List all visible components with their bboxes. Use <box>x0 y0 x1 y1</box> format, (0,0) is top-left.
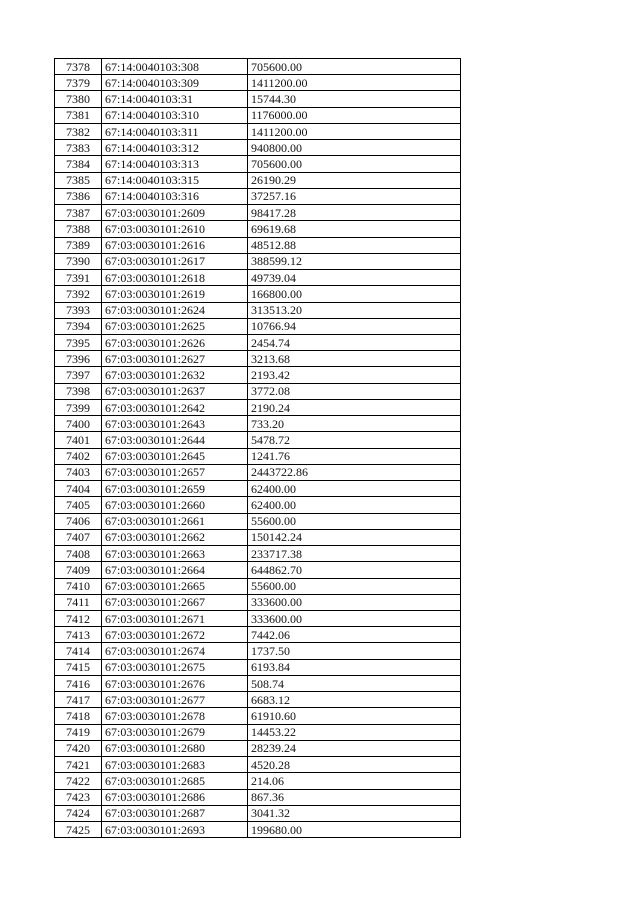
row-number-cell: 7419 <box>55 724 102 740</box>
row-number-cell: 7378 <box>55 59 102 75</box>
value-cell: 705600.00 <box>248 59 461 75</box>
row-number-cell: 7387 <box>55 205 102 221</box>
value-cell: 644862.70 <box>248 562 461 578</box>
value-cell: 69619.68 <box>248 221 461 237</box>
value-cell: 1737.50 <box>248 643 461 659</box>
cadastral-number-cell: 67:03:0030101:2662 <box>102 529 248 545</box>
table-row <box>55 75 461 91</box>
cadastral-number-cell: 67:03:0030101:2626 <box>102 334 248 350</box>
value-cell: 6193.84 <box>248 659 461 675</box>
table-row <box>55 805 461 821</box>
row-number-cell: 7404 <box>55 481 102 497</box>
table-row <box>55 448 461 464</box>
cadastral-number-cell: 67:03:0030101:2664 <box>102 562 248 578</box>
row-number-cell: 7395 <box>55 334 102 350</box>
table-row <box>55 318 461 334</box>
table-row <box>55 789 461 805</box>
value-cell: 55600.00 <box>248 513 461 529</box>
table-row <box>55 286 461 302</box>
table-row <box>55 627 461 643</box>
row-number-cell: 7425 <box>55 822 102 838</box>
row-number-cell: 7407 <box>55 529 102 545</box>
cadastral-number-cell: 67:03:0030101:2674 <box>102 643 248 659</box>
row-number-cell: 7382 <box>55 123 102 139</box>
value-cell: 7442.06 <box>248 627 461 643</box>
table-row <box>55 140 461 156</box>
value-cell: 62400.00 <box>248 497 461 513</box>
table-row <box>55 773 461 789</box>
table-row <box>55 513 461 529</box>
table-row <box>55 351 461 367</box>
row-number-cell: 7379 <box>55 75 102 91</box>
cadastral-number-cell: 67:03:0030101:2637 <box>102 383 248 399</box>
row-number-cell: 7390 <box>55 253 102 269</box>
table-row <box>55 91 461 107</box>
row-number-cell: 7386 <box>55 188 102 204</box>
value-cell: 3772.08 <box>248 383 461 399</box>
cadastral-number-cell: 67:14:0040103:309 <box>102 75 248 91</box>
table-row <box>55 610 461 626</box>
value-cell: 26190.29 <box>248 172 461 188</box>
value-cell: 1411200.00 <box>248 123 461 139</box>
cadastral-number-cell: 67:03:0030101:2686 <box>102 789 248 805</box>
value-cell: 28239.24 <box>248 740 461 756</box>
row-number-cell: 7415 <box>55 659 102 675</box>
cadastral-number-cell: 67:03:0030101:2643 <box>102 416 248 432</box>
cadastral-number-cell: 67:03:0030101:2642 <box>102 399 248 415</box>
table-row <box>55 416 461 432</box>
cadastral-number-cell: 67:03:0030101:2675 <box>102 659 248 675</box>
table-row <box>55 205 461 221</box>
value-cell: 1411200.00 <box>248 75 461 91</box>
row-number-cell: 7384 <box>55 156 102 172</box>
row-number-cell: 7388 <box>55 221 102 237</box>
table-row <box>55 156 461 172</box>
row-number-cell: 7381 <box>55 107 102 123</box>
row-number-cell: 7385 <box>55 172 102 188</box>
cadastral-number-cell: 67:14:0040103:308 <box>102 59 248 75</box>
row-number-cell: 7394 <box>55 318 102 334</box>
cadastral-number-cell: 67:03:0030101:2671 <box>102 610 248 626</box>
value-cell: 37257.16 <box>248 188 461 204</box>
table-row <box>55 529 461 545</box>
value-cell: 6683.12 <box>248 692 461 708</box>
value-cell: 4520.28 <box>248 757 461 773</box>
row-number-cell: 7424 <box>55 805 102 821</box>
cadastral-number-cell: 67:03:0030101:2627 <box>102 351 248 367</box>
value-cell: 705600.00 <box>248 156 461 172</box>
table-row <box>55 740 461 756</box>
value-cell: 166800.00 <box>248 286 461 302</box>
table-row <box>55 399 461 415</box>
value-cell: 233717.38 <box>248 546 461 562</box>
row-number-cell: 7391 <box>55 270 102 286</box>
cadastral-number-cell: 67:03:0030101:2678 <box>102 708 248 724</box>
value-cell: 867.36 <box>248 789 461 805</box>
table-row <box>55 334 461 350</box>
value-cell: 55600.00 <box>248 578 461 594</box>
table-row <box>55 107 461 123</box>
table-row <box>55 692 461 708</box>
row-number-cell: 7417 <box>55 692 102 708</box>
cadastral-number-cell: 67:03:0030101:2663 <box>102 546 248 562</box>
cadastral-number-cell: 67:03:0030101:2609 <box>102 205 248 221</box>
table-row <box>55 643 461 659</box>
cadastral-number-cell: 67:03:0030101:2680 <box>102 740 248 756</box>
table-row <box>55 253 461 269</box>
table-row <box>55 464 461 480</box>
table-row <box>55 822 461 838</box>
value-cell: 940800.00 <box>248 140 461 156</box>
cadastral-number-cell: 67:03:0030101:2677 <box>102 692 248 708</box>
value-cell: 62400.00 <box>248 481 461 497</box>
table-body <box>55 59 461 838</box>
row-number-cell: 7383 <box>55 140 102 156</box>
value-cell: 150142.24 <box>248 529 461 545</box>
cadastral-number-cell: 67:03:0030101:2660 <box>102 497 248 513</box>
value-cell: 508.74 <box>248 675 461 691</box>
row-number-cell: 7423 <box>55 789 102 805</box>
value-cell: 10766.94 <box>248 318 461 334</box>
table-row <box>55 172 461 188</box>
value-cell: 61910.60 <box>248 708 461 724</box>
row-number-cell: 7413 <box>55 627 102 643</box>
value-cell: 1176000.00 <box>248 107 461 123</box>
table-row <box>55 237 461 253</box>
cadastral-number-cell: 67:03:0030101:2665 <box>102 578 248 594</box>
cadastral-number-cell: 67:03:0030101:2672 <box>102 627 248 643</box>
value-cell: 313513.20 <box>248 302 461 318</box>
row-number-cell: 7408 <box>55 546 102 562</box>
value-cell: 333600.00 <box>248 610 461 626</box>
cadastral-number-cell: 67:03:0030101:2685 <box>102 773 248 789</box>
row-number-cell: 7393 <box>55 302 102 318</box>
cadastral-number-cell: 67:03:0030101:2617 <box>102 253 248 269</box>
row-number-cell: 7421 <box>55 757 102 773</box>
row-number-cell: 7380 <box>55 91 102 107</box>
cadastral-number-cell: 67:03:0030101:2632 <box>102 367 248 383</box>
table-row <box>55 270 461 286</box>
cadastral-number-cell: 67:03:0030101:2619 <box>102 286 248 302</box>
cadastral-number-cell: 67:14:0040103:311 <box>102 123 248 139</box>
row-number-cell: 7418 <box>55 708 102 724</box>
value-cell: 2454.74 <box>248 334 461 350</box>
table-row <box>55 367 461 383</box>
row-number-cell: 7406 <box>55 513 102 529</box>
value-cell: 49739.04 <box>248 270 461 286</box>
cadastral-number-cell: 67:03:0030101:2679 <box>102 724 248 740</box>
table-row <box>55 659 461 675</box>
table-row <box>55 383 461 399</box>
row-number-cell: 7420 <box>55 740 102 756</box>
value-cell: 333600.00 <box>248 594 461 610</box>
cadastral-number-cell: 67:03:0030101:2659 <box>102 481 248 497</box>
row-number-cell: 7422 <box>55 773 102 789</box>
row-number-cell: 7402 <box>55 448 102 464</box>
cadastral-number-cell: 67:14:0040103:313 <box>102 156 248 172</box>
cadastral-number-cell: 67:14:0040103:310 <box>102 107 248 123</box>
row-number-cell: 7412 <box>55 610 102 626</box>
cadastral-number-cell: 67:03:0030101:2610 <box>102 221 248 237</box>
cadastral-number-cell: 67:03:0030101:2661 <box>102 513 248 529</box>
cadastral-number-cell: 67:03:0030101:2667 <box>102 594 248 610</box>
table-row <box>55 497 461 513</box>
value-cell: 15744.30 <box>248 91 461 107</box>
cadastral-number-cell: 67:14:0040103:31 <box>102 91 248 107</box>
value-cell: 2193.42 <box>248 367 461 383</box>
row-number-cell: 7403 <box>55 464 102 480</box>
row-number-cell: 7389 <box>55 237 102 253</box>
cadastral-number-cell: 67:03:0030101:2683 <box>102 757 248 773</box>
cadastral-number-cell: 67:03:0030101:2624 <box>102 302 248 318</box>
table-row <box>55 578 461 594</box>
value-cell: 2443722.86 <box>248 464 461 480</box>
table-row <box>55 432 461 448</box>
cadastral-number-cell: 67:03:0030101:2657 <box>102 464 248 480</box>
table-row <box>55 123 461 139</box>
cadastral-number-cell: 67:14:0040103:315 <box>102 172 248 188</box>
row-number-cell: 7392 <box>55 286 102 302</box>
cadastral-number-cell: 67:03:0030101:2676 <box>102 675 248 691</box>
value-cell: 733.20 <box>248 416 461 432</box>
table-row <box>55 724 461 740</box>
row-number-cell: 7410 <box>55 578 102 594</box>
cadastral-number-cell: 67:03:0030101:2618 <box>102 270 248 286</box>
table-row <box>55 188 461 204</box>
value-cell: 3213.68 <box>248 351 461 367</box>
cadastral-number-cell: 67:14:0040103:312 <box>102 140 248 156</box>
cadastral-number-cell: 67:03:0030101:2645 <box>102 448 248 464</box>
table-row <box>55 708 461 724</box>
row-number-cell: 7401 <box>55 432 102 448</box>
cadastral-number-cell: 67:03:0030101:2693 <box>102 822 248 838</box>
value-cell: 2190.24 <box>248 399 461 415</box>
cadastral-number-cell: 67:03:0030101:2625 <box>102 318 248 334</box>
value-cell: 199680.00 <box>248 822 461 838</box>
row-number-cell: 7400 <box>55 416 102 432</box>
cadastral-number-cell: 67:03:0030101:2644 <box>102 432 248 448</box>
table-row <box>55 562 461 578</box>
cadastral-number-cell: 67:03:0030101:2687 <box>102 805 248 821</box>
value-cell: 14453.22 <box>248 724 461 740</box>
row-number-cell: 7414 <box>55 643 102 659</box>
table-row <box>55 594 461 610</box>
cadastral-number-cell: 67:03:0030101:2616 <box>102 237 248 253</box>
table-row <box>55 221 461 237</box>
table-row <box>55 675 461 691</box>
row-number-cell: 7397 <box>55 367 102 383</box>
value-cell: 388599.12 <box>248 253 461 269</box>
table-row <box>55 481 461 497</box>
table-row <box>55 546 461 562</box>
value-cell: 1241.76 <box>248 448 461 464</box>
table-row <box>55 302 461 318</box>
value-cell: 5478.72 <box>248 432 461 448</box>
row-number-cell: 7405 <box>55 497 102 513</box>
value-cell: 3041.32 <box>248 805 461 821</box>
cadastral-number-cell: 67:14:0040103:316 <box>102 188 248 204</box>
value-cell: 48512.88 <box>248 237 461 253</box>
row-number-cell: 7416 <box>55 675 102 691</box>
row-number-cell: 7396 <box>55 351 102 367</box>
row-number-cell: 7399 <box>55 399 102 415</box>
table-row <box>55 59 461 75</box>
table-row <box>55 757 461 773</box>
row-number-cell: 7409 <box>55 562 102 578</box>
row-number-cell: 7398 <box>55 383 102 399</box>
value-cell: 214.06 <box>248 773 461 789</box>
row-number-cell: 7411 <box>55 594 102 610</box>
cadastral-value-table <box>54 58 461 838</box>
value-cell: 98417.28 <box>248 205 461 221</box>
